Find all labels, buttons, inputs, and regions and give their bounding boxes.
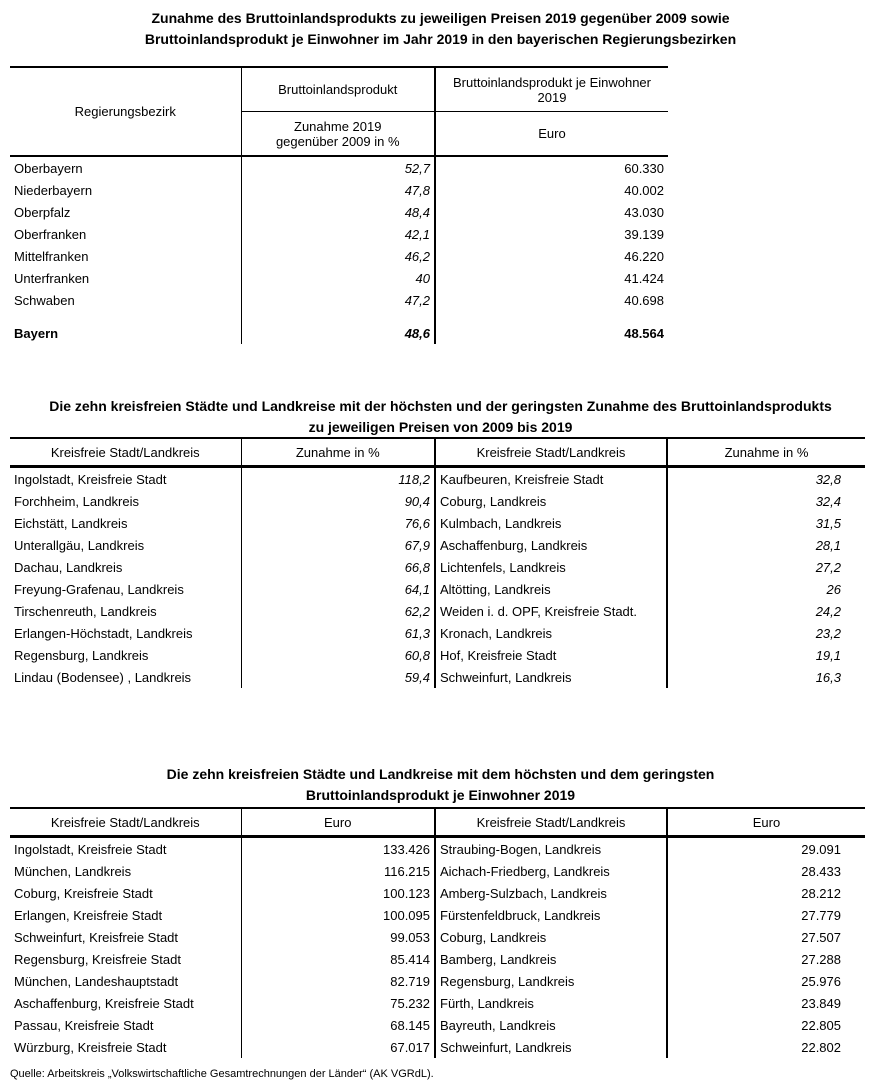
lowest-value: 23.849 (801, 995, 841, 1011)
lowest-value: 28.433 (801, 863, 841, 879)
highest-value: 68.145 (241, 1014, 435, 1036)
lowest-name: Kronach, Landkreis (435, 622, 667, 644)
header-highest-value: Euro (241, 808, 435, 837)
highest-name: Erlangen, Kreisfreie Stadt (10, 904, 241, 926)
table3-title (0, 764, 881, 806)
subheader-increase (241, 112, 435, 157)
lowest-name: Fürstenfeldbruck, Landkreis (435, 904, 667, 926)
table3-title-line2: Bruttoinlandsprodukt je Einwohner 2019 (305, 787, 576, 803)
spacer-row (10, 311, 668, 322)
highest-value: 133.426 (241, 837, 435, 861)
header-highest-name: Kreisfreie Stadt/Landkreis (10, 808, 241, 837)
lowest-name: Amberg-Sulzbach, Landkreis (435, 882, 667, 904)
lowest-name: Fürth, Landkreis (435, 992, 667, 1014)
lowest-name: Weiden i. d. OPF, Kreisfreie Stadt. (435, 600, 667, 622)
lowest-value: 29.091 (801, 841, 841, 857)
lowest-name: Hof, Kreisfreie Stadt (435, 644, 667, 666)
gdp-increase: 47,8 (241, 179, 435, 201)
gdp-per-capita: 46.220 (624, 248, 664, 264)
header-bip-per-capita (435, 67, 668, 112)
lowest-name: Coburg, Landkreis (435, 490, 667, 512)
lowest-value: 28,1 (815, 537, 841, 553)
lowest-value: 31,5 (815, 515, 841, 531)
regional-districts-table (10, 66, 668, 344)
highest-value: 100.095 (241, 904, 435, 926)
lowest-value: 28.212 (801, 885, 841, 901)
district-name: Oberpfalz (10, 201, 241, 223)
table-row (10, 926, 865, 948)
table2-title (0, 396, 881, 438)
lowest-value: 23,2 (815, 625, 841, 641)
lowest-value: 27.779 (801, 907, 841, 923)
lowest-name: Straubing-Bogen, Landkreis (435, 837, 667, 861)
highest-value: 66,8 (241, 556, 435, 578)
table1-title-line2: Bruttoinlandsprodukt je Einwohner im Jahr 2019 in den bayerischen Regierungsbezirken (144, 31, 737, 47)
subheader-increase-line1: Zunahme 2019 (294, 118, 382, 134)
highest-value: 76,6 (241, 512, 435, 534)
table1-title-line1: Zunahme des Bruttoinlandsprodukts zu jeweiligen Preisen 2019 gegenüber 2009 sowie (151, 10, 730, 26)
table-row (10, 534, 865, 556)
gdp-increase: 52,7 (241, 156, 435, 179)
gdp-increase: 48,4 (241, 201, 435, 223)
lowest-name: Schweinfurt, Landkreis (435, 666, 667, 688)
lowest-value: 22.805 (801, 1017, 841, 1033)
lowest-name: Coburg, Landkreis (435, 926, 667, 948)
highest-value: 118,2 (241, 467, 435, 491)
gdp-per-capita: 43.030 (624, 204, 664, 220)
district-name: Oberfranken (10, 223, 241, 245)
lowest-value: 26 (826, 581, 841, 597)
lowest-name: Aichach-Friedberg, Landkreis (435, 860, 667, 882)
highest-value: 116.215 (241, 860, 435, 882)
lowest-name: Lichtenfels, Landkreis (435, 556, 667, 578)
district-name: Mittelfranken (10, 245, 241, 267)
table-row (10, 512, 865, 534)
total-per-capita: 48.564 (624, 325, 664, 341)
lowest-name: Bayreuth, Landkreis (435, 1014, 667, 1036)
table-row (10, 622, 865, 644)
lowest-value: 32,8 (815, 471, 841, 487)
highest-name: Coburg, Kreisfreie Stadt (10, 882, 241, 904)
highest-value: 99.053 (241, 926, 435, 948)
table-row (10, 179, 668, 201)
highest-value: 75.232 (241, 992, 435, 1014)
table-row (10, 467, 865, 491)
table-row (10, 1014, 865, 1036)
table2-title-line2: zu jeweiligen Preisen von 2009 bis 2019 (308, 419, 573, 435)
subheader-euro: Euro (435, 112, 668, 157)
table-row (10, 970, 865, 992)
header-bip-per-capita-line2: 2019 (537, 89, 567, 105)
highest-value: 67.017 (241, 1036, 435, 1058)
table-row (10, 860, 865, 882)
header-highest-value: Zunahme in % (241, 438, 435, 467)
lowest-name: Kulmbach, Landkreis (435, 512, 667, 534)
table-row (10, 201, 668, 223)
header-highest-name: Kreisfreie Stadt/Landkreis (10, 438, 241, 467)
gdp-per-capita-table (10, 807, 865, 1058)
highest-name: Passau, Kreisfreie Stadt (10, 1014, 241, 1036)
district-name: Schwaben (10, 289, 241, 311)
table-row (10, 156, 668, 179)
highest-value: 59,4 (241, 666, 435, 688)
table1-title (0, 8, 881, 50)
lowest-value: 16,3 (815, 669, 841, 685)
gdp-per-capita: 39.139 (624, 226, 664, 242)
table-row (10, 948, 865, 970)
table-row (10, 837, 865, 861)
total-name: Bayern (10, 322, 241, 344)
highest-value: 60,8 (241, 644, 435, 666)
table-row (10, 267, 668, 289)
highest-value: 100.123 (241, 882, 435, 904)
highest-name: Regensburg, Kreisfreie Stadt (10, 948, 241, 970)
highest-name: Unterallgäu, Landkreis (10, 534, 241, 556)
gdp-increase: 40 (241, 267, 435, 289)
lowest-name: Regensburg, Landkreis (435, 970, 667, 992)
highest-value: 82.719 (241, 970, 435, 992)
lowest-name: Aschaffenburg, Landkreis (435, 534, 667, 556)
gdp-growth-table (10, 437, 865, 688)
highest-name: Ingolstadt, Kreisfreie Stadt (10, 467, 241, 491)
lowest-value: 24,2 (815, 603, 841, 619)
lowest-value: 19,1 (815, 647, 841, 663)
highest-value: 61,3 (241, 622, 435, 644)
lowest-name: Kaufbeuren, Kreisfreie Stadt (435, 467, 667, 491)
gdp-increase: 47,2 (241, 289, 435, 311)
highest-name: Forchheim, Landkreis (10, 490, 241, 512)
highest-name: Tirschenreuth, Landkreis (10, 600, 241, 622)
highest-name: Dachau, Landkreis (10, 556, 241, 578)
highest-name: Eichstätt, Landkreis (10, 512, 241, 534)
table-row (10, 223, 668, 245)
lowest-value: 27.507 (801, 929, 841, 945)
highest-name: Ingolstadt, Kreisfreie Stadt (10, 837, 241, 861)
table-row (10, 644, 865, 666)
highest-name: Freyung-Grafenau, Landkreis (10, 578, 241, 600)
district-name: Niederbayern (10, 179, 241, 201)
gdp-per-capita: 40.002 (624, 182, 664, 198)
table3-title-line1: Die zehn kreisfreien Städte und Landkreise mit dem höchsten und dem geringsten (166, 766, 715, 782)
gdp-per-capita: 40.698 (624, 292, 664, 308)
lowest-value: 22.802 (801, 1039, 841, 1055)
lowest-name: Bamberg, Landkreis (435, 948, 667, 970)
table-row (10, 556, 865, 578)
total-row (10, 322, 668, 344)
lowest-value: 27.288 (801, 951, 841, 967)
header-lowest-name: Kreisfreie Stadt/Landkreis (435, 808, 667, 837)
highest-name: Würzburg, Kreisfreie Stadt (10, 1036, 241, 1058)
district-name: Unterfranken (10, 267, 241, 289)
highest-value: 85.414 (241, 948, 435, 970)
highest-name: Erlangen-Höchstadt, Landkreis (10, 622, 241, 644)
table-row (10, 904, 865, 926)
table-row (10, 1036, 865, 1058)
header-lowest-value: Zunahme in % (667, 438, 865, 467)
lowest-name: Schweinfurt, Landkreis (435, 1036, 667, 1058)
highest-value: 90,4 (241, 490, 435, 512)
header-bip-per-capita-line1: Bruttoinlandsprodukt je Einwohner (452, 74, 651, 90)
source-note: Quelle: Arbeitskreis „Volkswirtschaftliche Gesamtrechnungen der Länder“ (AK VGRdL). (10, 1068, 434, 1080)
gdp-per-capita: 60.330 (624, 160, 664, 176)
gdp-per-capita: 41.424 (624, 270, 664, 286)
gdp-increase: 42,1 (241, 223, 435, 245)
highest-name: Schweinfurt, Kreisfreie Stadt (10, 926, 241, 948)
highest-name: Lindau (Bodensee) , Landkreis (10, 666, 241, 688)
table-row (10, 289, 668, 311)
gdp-increase: 46,2 (241, 245, 435, 267)
highest-value: 62,2 (241, 600, 435, 622)
header-regierungsbezirk: Regierungsbezirk (10, 67, 241, 156)
table-row (10, 882, 865, 904)
subheader-increase-line2: gegenüber 2009 in % (275, 133, 400, 149)
table-row (10, 600, 865, 622)
lowest-value: 27,2 (815, 559, 841, 575)
table-row (10, 666, 865, 688)
header-lowest-value: Euro (667, 808, 865, 837)
lowest-name: Altötting, Landkreis (435, 578, 667, 600)
district-name: Oberbayern (10, 156, 241, 179)
lowest-value: 32,4 (815, 493, 841, 509)
table-row (10, 245, 668, 267)
highest-value: 67,9 (241, 534, 435, 556)
header-lowest-name: Kreisfreie Stadt/Landkreis (435, 438, 667, 467)
highest-name: München, Landeshauptstadt (10, 970, 241, 992)
lowest-value: 25.976 (801, 973, 841, 989)
table-row (10, 578, 865, 600)
table-row (10, 992, 865, 1014)
highest-name: München, Landkreis (10, 860, 241, 882)
highest-name: Regensburg, Landkreis (10, 644, 241, 666)
header-bip: Bruttoinlandsprodukt (241, 67, 435, 112)
highest-value: 64,1 (241, 578, 435, 600)
total-increase: 48,6 (241, 322, 435, 344)
highest-name: Aschaffenburg, Kreisfreie Stadt (10, 992, 241, 1014)
table2-title-line1: Die zehn kreisfreien Städte und Landkreise mit der höchsten und der geringsten Zunahme des Bruttoinlandsprodukts (49, 398, 832, 414)
table-row (10, 490, 865, 512)
